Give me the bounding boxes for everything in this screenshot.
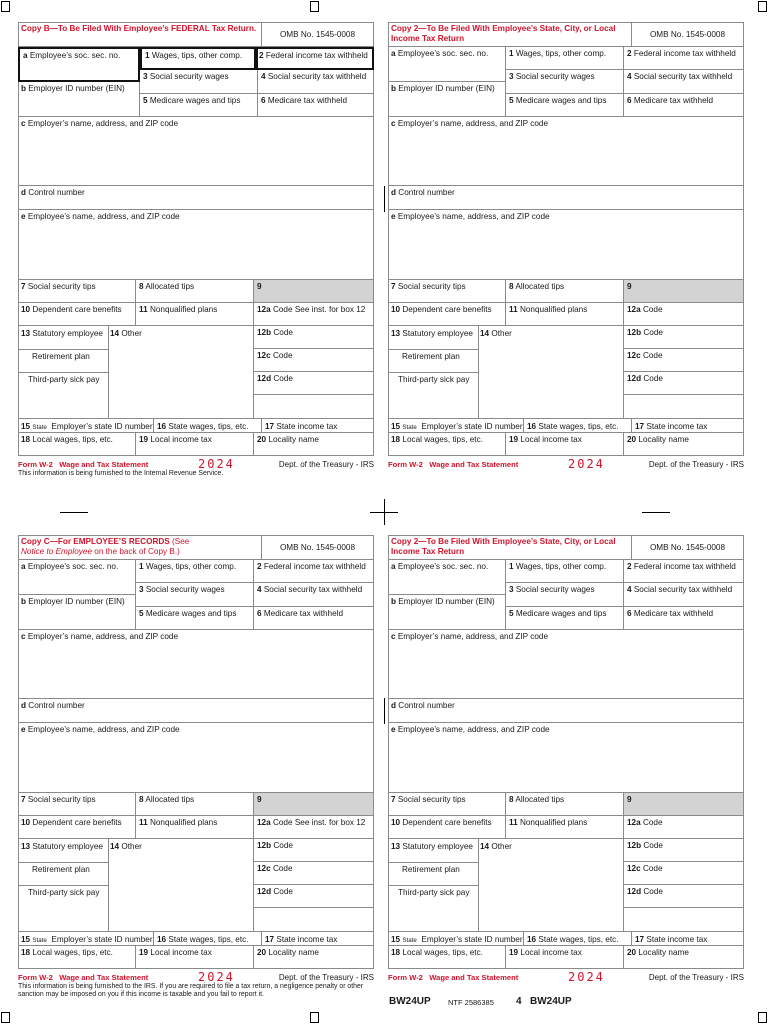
dept-treasury: Dept. of the Treasury - IRS [648, 973, 744, 982]
omb-number: OMB No. 1545-0008 [262, 22, 374, 47]
box-d-control-number[interactable]: d Control number [388, 186, 744, 210]
box-12-spacer [254, 908, 374, 932]
box-10-dependent-care[interactable]: 10 Dependent care benefits [388, 816, 506, 839]
box-5-medicare-wages[interactable]: 5 Medicare wages and tips [140, 94, 258, 117]
box-12a-code[interactable]: 12a Code See inst. for box 12 [254, 816, 374, 839]
corner-mark-top-right [758, 1, 767, 12]
box-13-row2 [18, 885, 108, 886]
box-13-row1 [388, 862, 478, 863]
box-15-state-id[interactable]: 15 State Employer’s state ID number [388, 932, 524, 946]
box-13-divider [108, 326, 109, 419]
tax-year: 2024 [568, 457, 605, 471]
omb-number: OMB No. 1545-0008 [632, 535, 744, 560]
form-footer [388, 458, 744, 472]
corner-mark-top-center [310, 1, 319, 12]
box-c-employer-address[interactable]: c Employer’s name, address, and ZIP code [388, 117, 744, 186]
box-13-retirement[interactable]: Retirement plan [32, 352, 90, 361]
box-1-wages[interactable]: 1 Wages, tips, other comp. [140, 47, 258, 70]
copy-title: Copy 2—To Be Filed With Employee’s State, City, or Local Income Tax Return [388, 22, 632, 47]
corner-mark-bottom-right [758, 1012, 767, 1023]
box-5-medicare-wages[interactable]: 5 Medicare wages and tips [136, 607, 254, 630]
box-3-ss-wages[interactable]: 3 Social security wages [506, 70, 624, 94]
box-16-state-wages[interactable]: 16 State wages, tips, etc. [154, 932, 262, 946]
box-8-allocated-tips[interactable]: 8 Allocated tips [506, 793, 624, 816]
box-13-retirement[interactable]: Retirement plan [32, 865, 90, 874]
copy-title: Copy B—To Be Filed With Employee’s FEDERAL Tax Return. [18, 22, 262, 47]
box-13-row2 [388, 885, 478, 886]
box-a-employee-ssn[interactable]: a Employee’s soc. sec. no. [388, 560, 506, 595]
copy-title: Copy 2—To Be Filed With Employee’s State, City, or Local Income Tax Return [388, 535, 632, 560]
box-18-local-wages[interactable]: 18 Local wages, tips, etc. [18, 433, 136, 456]
box-d-control-number[interactable]: d Control number [388, 699, 744, 723]
form-id: Form W-2 Wage and Tax Statement [388, 973, 519, 982]
box-13-row1 [388, 349, 478, 350]
box-b-ein[interactable]: b Employer ID number (EIN) [18, 595, 136, 630]
box-13-retirement[interactable]: Retirement plan [402, 865, 460, 874]
box-13-row2 [18, 372, 108, 373]
box-e-employee-address[interactable]: e Employee’s name, address, and ZIP code [18, 210, 374, 280]
box-7-ss-tips[interactable]: 7 Social security tips [18, 793, 136, 816]
omb-number: OMB No. 1545-0008 [262, 535, 374, 560]
box-5-medicare-wages[interactable]: 5 Medicare wages and tips [506, 607, 624, 630]
box-9-blank: 9 [624, 280, 744, 303]
box-b-ein[interactable]: b Employer ID number (EIN) [388, 595, 506, 630]
box-6-medicare-tax[interactable]: 6 Medicare tax withheld [624, 607, 744, 630]
box-12c-code[interactable]: 12c Code [624, 349, 744, 372]
box-19-local-tax[interactable]: 19 Local income tax [506, 433, 624, 456]
box-11-nonqualified[interactable]: 11 Nonqualified plans [506, 303, 624, 326]
corner-mark-top-left [1, 1, 10, 12]
box-a-employee-ssn[interactable]: a Employee’s soc. sec. no. [388, 47, 506, 82]
box-18-local-wages[interactable]: 18 Local wages, tips, etc. [388, 433, 506, 456]
box-13-statutory[interactable]: 13 Statutory employee [21, 842, 103, 851]
dept-treasury: Dept. of the Treasury - IRS [648, 460, 744, 469]
form-code-right: BW24UP [530, 996, 572, 1007]
box-18-local-wages[interactable]: 18 Local wages, tips, etc. [388, 946, 506, 969]
box-13-retirement[interactable]: Retirement plan [402, 352, 460, 361]
box-13-divider [478, 326, 479, 419]
box-1-wages[interactable]: 1 Wages, tips, other comp. [506, 47, 624, 70]
form-id: Form W-2 Wage and Tax Statement [388, 460, 519, 469]
box-19-local-tax[interactable]: 19 Local income tax [506, 946, 624, 969]
box-6-medicare-tax[interactable]: 6 Medicare tax withheld [258, 94, 374, 117]
copy-title: Copy C—For EMPLOYEE’S RECORDS (See Notice to Employee on the back of Copy B.) [18, 535, 262, 560]
box-13-sick-pay[interactable]: Third-party sick pay [398, 888, 470, 897]
page-number: 4 [516, 996, 522, 1007]
box-d-control-number[interactable]: d Control number [18, 186, 374, 210]
box-12c-code[interactable]: 12c Code [254, 862, 374, 885]
box-7-ss-tips[interactable]: 7 Social security tips [388, 793, 506, 816]
box-c-employer-address[interactable]: c Employer’s name, address, and ZIP code [18, 117, 374, 186]
box-20-locality[interactable]: 20 Locality name [254, 433, 374, 456]
box-e-employee-address[interactable]: e Employee’s name, address, and ZIP code [388, 723, 744, 793]
form-id: Form W-2 Wage and Tax Statement [18, 973, 149, 982]
box-11-nonqualified[interactable]: 11 Nonqualified plans [136, 816, 254, 839]
box-13-statutory[interactable]: 13 Statutory employee [391, 842, 473, 851]
box-12b-code[interactable]: 12b Code [254, 326, 374, 349]
box-14-other[interactable]: 14 Other [480, 842, 512, 851]
box-13-statutory[interactable]: 13 Statutory employee [391, 329, 473, 338]
tax-year: 2024 [198, 457, 235, 471]
dept-treasury: Dept. of the Treasury - IRS [278, 973, 374, 982]
box-17-state-tax[interactable]: 17 State income tax [632, 419, 744, 433]
box-2-federal-tax[interactable]: 2 Federal income tax withheld [254, 47, 374, 70]
box-13-divider [108, 839, 109, 932]
tax-year: 2024 [568, 970, 605, 984]
box-2-federal-tax[interactable]: 2 Federal income tax withheld [624, 560, 744, 583]
box-8-allocated-tips[interactable]: 8 Allocated tips [136, 280, 254, 303]
box-12b-code[interactable]: 12b Code [254, 839, 374, 862]
box-4-ss-tax[interactable]: 4 Social security tax withheld [258, 70, 374, 94]
box-6-medicare-tax[interactable]: 6 Medicare tax withheld [254, 607, 374, 630]
box-d-control-number[interactable]: d Control number [18, 699, 374, 723]
box-12d-code[interactable]: 12d Code [624, 885, 744, 908]
corner-mark-bottom-center [310, 1012, 319, 1023]
box-13-row2 [388, 372, 478, 373]
box-16-state-wages[interactable]: 16 State wages, tips, etc. [154, 419, 262, 433]
box-3-ss-wages[interactable]: 3 Social security wages [140, 70, 258, 94]
box-12-spacer [624, 395, 744, 419]
box-12d-code[interactable]: 12d Code [624, 372, 744, 395]
box-6-medicare-tax[interactable]: 6 Medicare tax withheld [624, 94, 744, 117]
box-14-other[interactable]: 14 Other [480, 329, 512, 338]
box-11-nonqualified[interactable]: 11 Nonqualified plans [136, 303, 254, 326]
box-9-blank: 9 [254, 793, 374, 816]
box-12d-code[interactable]: 12d Code [254, 885, 374, 908]
box-13-sick-pay[interactable]: Third-party sick pay [28, 375, 100, 384]
box-20-locality[interactable]: 20 Locality name [624, 946, 744, 969]
ntf-number: NTF 2586385 [448, 998, 494, 1007]
tax-year: 2024 [198, 970, 235, 984]
box-15-state-id[interactable]: 15 State Employer’s state ID number [18, 419, 154, 433]
box-12a-code[interactable]: 12a Code [624, 816, 744, 839]
form-code-left: BW24UP [389, 996, 431, 1007]
box-5-medicare-wages[interactable]: 5 Medicare wages and tips [506, 94, 624, 117]
box-14-other[interactable]: 14 Other [110, 842, 142, 851]
box-13-row1 [18, 862, 108, 863]
crop-mark-right [642, 512, 670, 513]
box-4-ss-tax[interactable]: 4 Social security tax withheld [624, 583, 744, 607]
box-13-statutory[interactable]: 13 Statutory employee [21, 329, 103, 338]
crop-mark-left [60, 512, 88, 513]
box-12a-code[interactable]: 12a Code See inst. for box 12 [254, 303, 374, 326]
box-16-state-wages[interactable]: 16 State wages, tips, etc. [524, 932, 632, 946]
box-17-state-tax[interactable]: 17 State income tax [632, 932, 744, 946]
w2-copy-2-bottom [388, 535, 744, 1004]
box-13-row1 [18, 349, 108, 350]
box-b-ein[interactable]: b Employer ID number (EIN) [18, 82, 140, 117]
box-13-divider [478, 839, 479, 932]
box-e-employee-address[interactable]: e Employee’s name, address, and ZIP code [388, 210, 744, 280]
box-19-local-tax[interactable]: 19 Local income tax [136, 433, 254, 456]
box-8-allocated-tips[interactable]: 8 Allocated tips [136, 793, 254, 816]
box-7-ss-tips[interactable]: 7 Social security tips [18, 280, 136, 303]
box-9-blank: 9 [254, 280, 374, 303]
box-17-state-tax[interactable]: 17 State income tax [262, 932, 374, 946]
form-id: Form W-2 Wage and Tax Statement [18, 460, 149, 469]
box-12a-code[interactable]: 12a Code [624, 303, 744, 326]
box-12b-code[interactable]: 12b Code [624, 839, 744, 862]
box-c-employer-address[interactable]: c Employer’s name, address, and ZIP code [18, 630, 374, 699]
form-footer [388, 971, 744, 985]
box-3-ss-wages[interactable]: 3 Social security wages [136, 583, 254, 607]
corner-mark-bottom-left [1, 1012, 10, 1023]
box-3-ss-wages[interactable]: 3 Social security wages [506, 583, 624, 607]
box-12-spacer [624, 908, 744, 932]
box-12c-code[interactable]: 12c Code [254, 349, 374, 372]
box-1-wages[interactable]: 1 Wages, tips, other comp. [136, 560, 254, 583]
box-b-ein[interactable]: b Employer ID number (EIN) [388, 82, 506, 117]
center-cross-v [384, 499, 385, 525]
w2-copy-c [18, 535, 374, 1004]
box-4-ss-tax[interactable]: 4 Social security tax withheld [624, 70, 744, 94]
box-12b-code[interactable]: 12b Code [624, 326, 744, 349]
w2-copy-b [18, 22, 374, 491]
box-15-state-id[interactable]: 15 State Employer’s state ID number [18, 932, 154, 946]
box-a-employee-ssn[interactable]: a Employee’s soc. sec. no. [18, 560, 136, 595]
box-13-sick-pay[interactable]: Third-party sick pay [28, 888, 100, 897]
box-a-employee-ssn[interactable]: a Employee’s soc. sec. no. [18, 47, 140, 82]
box-10-dependent-care[interactable]: 10 Dependent care benefits [388, 303, 506, 326]
box-c-employer-address[interactable]: c Employer’s name, address, and ZIP code [388, 630, 744, 699]
box-12c-code[interactable]: 12c Code [624, 862, 744, 885]
dept-treasury: Dept. of the Treasury - IRS [278, 460, 374, 469]
box-2-federal-tax[interactable]: 2 Federal income tax withheld [254, 560, 374, 583]
form-note: This information is being furnished to the IRS. If you are required to file a tax return, a negligence penalty or other sanction may be imposed on you if this income is taxable and you fail to report it. [18, 983, 364, 998]
form-note: This information is being furnished to the Internal Revenue Service. [18, 470, 224, 477]
box-18-local-wages[interactable]: 18 Local wages, tips, etc. [18, 946, 136, 969]
w2-copy-2-top [388, 22, 744, 491]
box-1-wages[interactable]: 1 Wages, tips, other comp. [506, 560, 624, 583]
box-20-locality[interactable]: 20 Locality name [624, 433, 744, 456]
box-8-allocated-tips[interactable]: 8 Allocated tips [506, 280, 624, 303]
box-2-federal-tax[interactable]: 2 Federal income tax withheld [624, 47, 744, 70]
box-19-local-tax[interactable]: 19 Local income tax [136, 946, 254, 969]
box-10-dependent-care[interactable]: 10 Dependent care benefits [18, 303, 136, 326]
box-10-dependent-care[interactable]: 10 Dependent care benefits [18, 816, 136, 839]
box-14-other[interactable]: 14 Other [110, 329, 142, 338]
crop-mark-upper-mid [384, 186, 385, 212]
box-13-sick-pay[interactable]: Third-party sick pay [398, 375, 470, 384]
omb-number: OMB No. 1545-0008 [632, 22, 744, 47]
box-9-blank: 9 [624, 793, 744, 816]
box-12-spacer [254, 395, 374, 419]
box-e-employee-address[interactable]: e Employee’s name, address, and ZIP code [18, 723, 374, 793]
box-12d-code[interactable]: 12d Code [254, 372, 374, 395]
box-16-state-wages[interactable]: 16 State wages, tips, etc. [524, 419, 632, 433]
box-17-state-tax[interactable]: 17 State income tax [262, 419, 374, 433]
box-7-ss-tips[interactable]: 7 Social security tips [388, 280, 506, 303]
box-4-ss-tax[interactable]: 4 Social security tax withheld [254, 583, 374, 607]
box-20-locality[interactable]: 20 Locality name [254, 946, 374, 969]
box-11-nonqualified[interactable]: 11 Nonqualified plans [506, 816, 624, 839]
box-15-state-id[interactable]: 15 State Employer’s state ID number [388, 419, 524, 433]
crop-mark-lower-mid [384, 698, 385, 724]
